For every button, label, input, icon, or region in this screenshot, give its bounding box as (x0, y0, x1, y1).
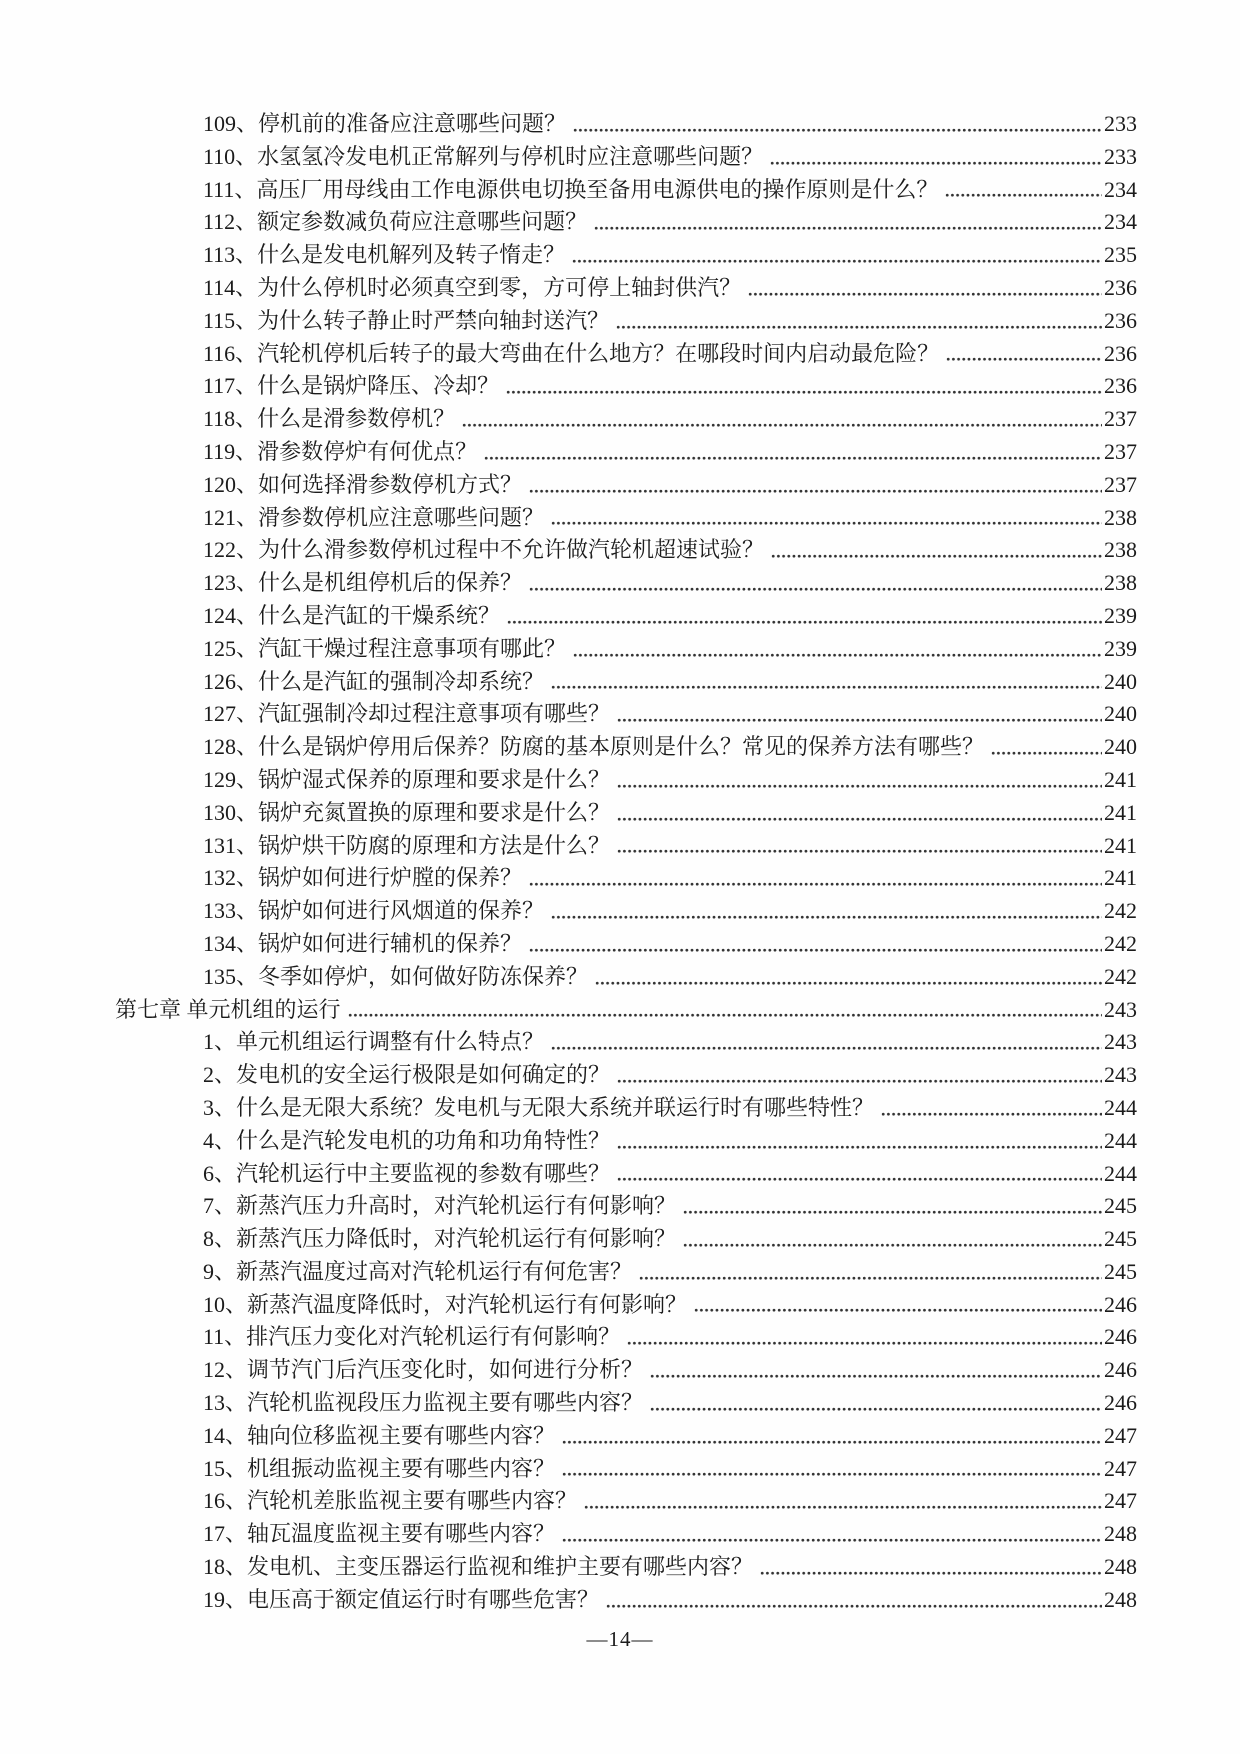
toc-entry-label: 10、新蒸汽温度降低时，对汽轮机运行有何影响？ (203, 1291, 688, 1317)
toc-entry (115, 1026, 1137, 1059)
toc-entry (115, 174, 1137, 207)
dot-leader (573, 126, 1102, 134)
toc-entry (115, 1518, 1137, 1551)
toc-entry (115, 1092, 1137, 1125)
dot-leader (551, 913, 1102, 921)
dot-leader (507, 618, 1102, 626)
toc-entry (115, 534, 1137, 567)
toc-entry-label: 124、什么是汽缸的干燥系统？ (203, 602, 501, 628)
toc-entry (115, 1289, 1137, 1322)
toc-entry (115, 797, 1137, 830)
toc-list (115, 108, 1137, 1617)
toc-chapter-entry (115, 994, 1137, 1027)
toc-entry-label: 18、发电机、主变压器运行监视和维护主要有哪些内容？ (203, 1554, 754, 1580)
toc-entry-label: 3、什么是无限大系统？发电机与无限大系统并联运行时有哪些特性？ (203, 1094, 875, 1120)
toc-entry-page: 243 (1104, 996, 1137, 1022)
dot-leader (562, 1470, 1102, 1478)
dot-leader (617, 716, 1102, 724)
toc-entry-page: 236 (1104, 340, 1137, 366)
dot-leader (529, 585, 1102, 593)
toc-entry (115, 108, 1137, 141)
toc-entry (115, 1354, 1137, 1387)
toc-entry (115, 1584, 1137, 1617)
toc-entry (115, 206, 1137, 239)
dot-leader (348, 1011, 1102, 1019)
toc-entry-page: 248 (1104, 1554, 1137, 1580)
toc-entry (115, 928, 1137, 961)
dot-leader (562, 1438, 1102, 1446)
dot-leader (617, 1175, 1102, 1183)
toc-entry-label: 8、新蒸汽压力降低时，对汽轮机运行有何影响？ (203, 1226, 677, 1252)
toc-entry (115, 1256, 1137, 1289)
dot-leader (551, 1044, 1102, 1052)
toc-entry-page: 240 (1104, 734, 1137, 760)
dot-leader (748, 290, 1102, 298)
toc-entry-label: 110、水氢氢冷发电机正常解列与停机时应注意哪些问题？ (203, 143, 764, 169)
dot-leader (650, 1372, 1102, 1380)
toc-entry-page: 237 (1104, 438, 1137, 464)
toc-entry (115, 1387, 1137, 1420)
toc-entry (115, 567, 1137, 600)
toc-entry (115, 272, 1137, 305)
toc-entry-label: 115、为什么转子静止时严禁向轴封送汽？ (203, 307, 610, 333)
toc-entry (115, 370, 1137, 403)
toc-entry-label: 112、额定参数减负荷应注意哪些问题？ (203, 209, 588, 235)
toc-entry-label: 127、汽缸强制冷却过程注意事项有哪些？ (203, 701, 611, 727)
toc-entry-page: 237 (1104, 406, 1137, 432)
dot-leader (945, 191, 1102, 199)
toc-entry-label: 114、为什么停机时必须真空到零，方可停上轴封供汽？ (203, 274, 742, 300)
dot-leader (627, 1339, 1102, 1347)
toc-entry (115, 1125, 1137, 1158)
toc-entry-label: 121、滑参数停机应注意哪些问题？ (203, 504, 545, 530)
dot-leader (572, 257, 1102, 265)
toc-entry-label: 2、发电机的安全运行极限是如何确定的？ (203, 1062, 611, 1088)
toc-entry (115, 502, 1137, 535)
toc-entry-label: 9、新蒸汽温度过高对汽轮机运行有何危害？ (203, 1258, 633, 1284)
toc-entry-page: 242 (1104, 963, 1137, 989)
toc-entry-page: 244 (1104, 1160, 1137, 1186)
toc-entry-label: 133、锅炉如何进行风烟道的保养？ (203, 898, 545, 924)
dot-leader (616, 323, 1102, 331)
dot-leader (506, 388, 1102, 396)
toc-entry-page: 238 (1104, 504, 1137, 530)
toc-entry-page: 241 (1104, 799, 1137, 825)
toc-entry (115, 895, 1137, 928)
toc-entry-page: 245 (1104, 1193, 1137, 1219)
toc-entry-label: 4、什么是汽轮发电机的功角和功角特性？ (203, 1127, 611, 1153)
toc-entry-label: 17、轴瓦温度监视主要有哪些内容？ (203, 1521, 556, 1547)
toc-entry-page: 240 (1104, 668, 1137, 694)
toc-entry-page: 247 (1104, 1488, 1137, 1514)
toc-entry-page: 238 (1104, 570, 1137, 596)
dot-leader (991, 749, 1102, 757)
toc-entry-label: 122、为什么滑参数停机过程中不允许做汽轮机超速试验？ (203, 537, 765, 563)
toc-entry (115, 141, 1137, 174)
toc-entry (115, 698, 1137, 731)
toc-entry (115, 731, 1137, 764)
dot-leader (562, 1536, 1102, 1544)
toc-entry (115, 1158, 1137, 1191)
toc-entry (115, 1420, 1137, 1453)
toc-entry-label: 14、轴向位移监视主要有哪些内容？ (203, 1422, 556, 1448)
toc-entry-page: 246 (1104, 1390, 1137, 1416)
toc-entry-page: 241 (1104, 766, 1137, 792)
dot-leader (946, 355, 1102, 363)
toc-entry-label: 第七章 单元机组的运行 (115, 996, 341, 1022)
toc-entry-page: 244 (1104, 1094, 1137, 1120)
toc-entry-page: 233 (1104, 111, 1137, 136)
toc-entry-page: 236 (1104, 274, 1137, 300)
toc-entry-label: 129、锅炉湿式保养的原理和要求是什么？ (203, 766, 611, 792)
dot-leader (683, 1241, 1102, 1249)
toc-entry-label: 1、单元机组运行调整有什么特点？ (203, 1029, 545, 1055)
toc-entry (115, 1321, 1137, 1354)
toc-entry-label: 15、机组振动监视主要有哪些内容？ (203, 1455, 556, 1481)
toc-entry-page: 234 (1104, 176, 1137, 202)
dot-leader (462, 421, 1102, 429)
toc-entry-label: 109、停机前的准备应注意哪些问题？ (203, 111, 567, 136)
toc-entry-page: 243 (1104, 1062, 1137, 1088)
dot-leader (617, 847, 1102, 855)
dot-leader (771, 552, 1102, 560)
toc-entry-page: 247 (1104, 1422, 1137, 1448)
toc-entry-label: 7、新蒸汽压力升高时，对汽轮机运行有何影响？ (203, 1193, 677, 1219)
toc-entry (115, 305, 1137, 338)
toc-entry-label: 130、锅炉充氮置换的原理和要求是什么？ (203, 799, 611, 825)
dot-leader (584, 1503, 1102, 1511)
dot-leader (639, 1274, 1102, 1282)
dot-leader (595, 979, 1102, 987)
dot-leader (694, 1306, 1102, 1314)
toc-entry-label: 120、如何选择滑参数停机方式？ (203, 471, 523, 497)
dot-leader (551, 519, 1102, 527)
toc-entry (115, 1485, 1137, 1518)
toc-entry-page: 246 (1104, 1291, 1137, 1317)
toc-entry-label: 123、什么是机组停机后的保养？ (203, 570, 523, 596)
toc-entry (115, 239, 1137, 272)
toc-entry-label: 126、什么是汽缸的强制冷却系统？ (203, 668, 545, 694)
toc-entry-page: 236 (1104, 307, 1137, 333)
toc-entry-page: 238 (1104, 537, 1137, 563)
toc-entry-label: 13、汽轮机监视段压力监视主要有哪些内容？ (203, 1390, 644, 1416)
dot-leader (594, 224, 1102, 232)
dot-leader (551, 683, 1102, 691)
dot-leader (650, 1405, 1102, 1413)
toc-entry (115, 469, 1137, 502)
toc-entry (115, 862, 1137, 895)
toc-entry-page: 248 (1104, 1521, 1137, 1547)
toc-entry-page: 236 (1104, 373, 1137, 399)
toc-entry-label: 116、汽轮机停机后转子的最大弯曲在什么地方？在哪段时间内启动最危险？ (203, 340, 940, 366)
toc-entry-page: 233 (1104, 143, 1137, 169)
toc-entry-label: 125、汽缸干燥过程注意事项有哪此？ (203, 635, 567, 661)
toc-entry-label: 111、高压厂用母线由工作电源供电切换至备用电源供电的操作原则是什么？ (203, 176, 939, 202)
toc-entry-page: 241 (1104, 832, 1137, 858)
dot-leader (881, 1110, 1102, 1118)
toc-entry-label: 134、锅炉如何进行辅机的保养？ (203, 930, 523, 956)
dot-leader (529, 487, 1102, 495)
toc-entry (115, 1453, 1137, 1486)
toc-entry-page: 248 (1104, 1586, 1137, 1612)
toc-entry-label: 16、汽轮机差胀监视主要有哪些内容？ (203, 1488, 578, 1514)
toc-entry-label: 117、什么是锅炉降压、冷却？ (203, 373, 500, 399)
toc-entry-page: 237 (1104, 471, 1137, 497)
toc-entry (115, 1190, 1137, 1223)
toc-entry (115, 338, 1137, 371)
toc-entry (115, 633, 1137, 666)
toc-entry-label: 6、汽轮机运行中主要监视的参数有哪些？ (203, 1160, 611, 1186)
toc-entry (115, 666, 1137, 699)
toc-entry (115, 961, 1137, 994)
dot-leader (617, 782, 1102, 790)
dot-leader (529, 880, 1102, 888)
toc-entry-page: 244 (1104, 1127, 1137, 1153)
dot-leader (573, 651, 1102, 659)
dot-leader (617, 1143, 1102, 1151)
toc-entry-label: 11、排汽压力变化对汽轮机运行有何影响？ (203, 1324, 621, 1350)
dot-leader (617, 1077, 1102, 1085)
toc-entry-page: 234 (1104, 209, 1137, 235)
toc-entry-label: 119、滑参数停炉有何优点？ (203, 438, 478, 464)
toc-entry-page: 243 (1104, 1029, 1137, 1055)
toc-entry-page: 242 (1104, 898, 1137, 924)
dot-leader (683, 1208, 1102, 1216)
toc-entry-label: 12、调节汽门后汽压变化时，如何进行分析？ (203, 1357, 644, 1383)
toc-entry-label: 132、锅炉如何进行炉膛的保养？ (203, 865, 523, 891)
toc-entry-page: 246 (1104, 1324, 1137, 1350)
toc-entry-page: 240 (1104, 701, 1137, 727)
dot-leader (770, 159, 1102, 167)
toc-entry-page: 235 (1104, 242, 1137, 268)
dot-leader (617, 815, 1102, 823)
dot-leader (529, 946, 1102, 954)
toc-entry (115, 1223, 1137, 1256)
toc-entry-page: 239 (1104, 635, 1137, 661)
toc-entry (115, 1551, 1137, 1584)
toc-entry-label: 19、电压高于额定值运行时有哪些危害？ (203, 1586, 600, 1612)
dot-leader (760, 1569, 1102, 1577)
toc-entry-page: 247 (1104, 1455, 1137, 1481)
toc-entry (115, 600, 1137, 633)
toc-entry-page: 245 (1104, 1258, 1137, 1284)
dot-leader (484, 454, 1102, 462)
toc-entry-label: 135、冬季如停炉，如何做好防冻保养？ (203, 963, 589, 989)
dot-leader (606, 1602, 1102, 1610)
toc-entry-page: 245 (1104, 1226, 1137, 1252)
page-number-footer: —14— (586, 1627, 654, 1651)
toc-entry (115, 436, 1137, 469)
toc-entry-page: 242 (1104, 930, 1137, 956)
toc-entry-page: 246 (1104, 1357, 1137, 1383)
toc-entry-label: 113、什么是发电机解列及转子惰走？ (203, 242, 566, 268)
toc-entry-label: 128、什么是锅炉停用后保养？防腐的基本原则是什么？常见的保养方法有哪些？ (203, 734, 985, 760)
toc-entry (115, 830, 1137, 863)
toc-entry (115, 403, 1137, 436)
toc-entry-label: 131、锅炉烘干防腐的原理和方法是什么？ (203, 832, 611, 858)
toc-entry-page: 241 (1104, 865, 1137, 891)
toc-entry-page: 239 (1104, 602, 1137, 628)
toc-entry (115, 1059, 1137, 1092)
toc-entry (115, 764, 1137, 797)
toc-entry-label: 118、什么是滑参数停机？ (203, 406, 456, 432)
